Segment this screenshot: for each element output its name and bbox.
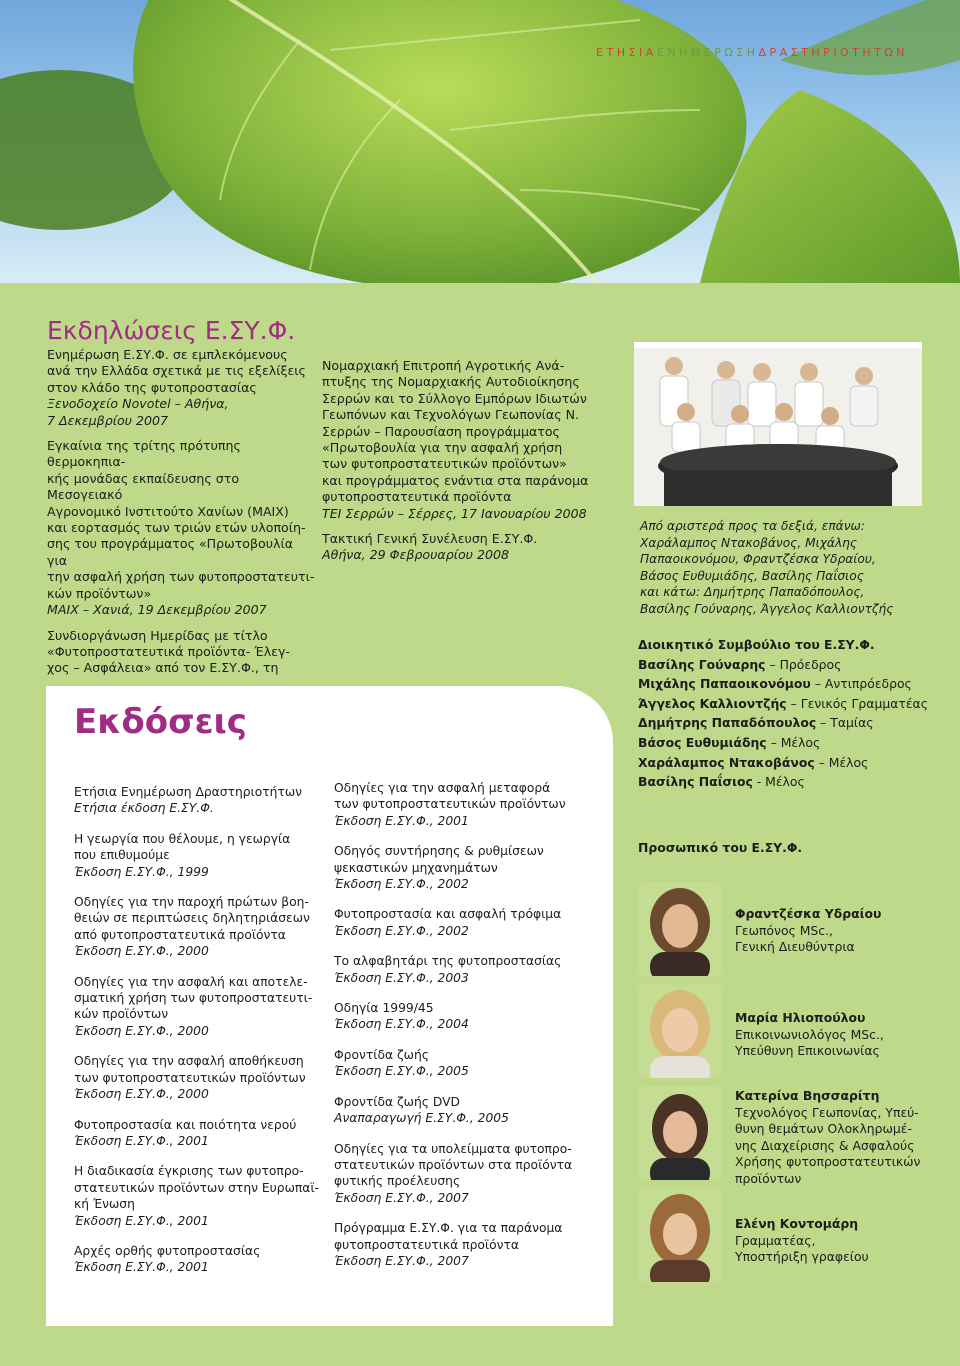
board-group-photo — [634, 342, 922, 506]
board-member-name: Βασίλης Γούναρης — [638, 656, 766, 672]
staff-role: Γεωπόνος MSc., — [735, 922, 833, 938]
event-line: «Πρωτοβουλία για την ασφαλή χρήση — [322, 440, 563, 456]
staff-portrait-photo — [638, 882, 722, 976]
staff-role: Τεχνολόγος Γεωπονίας, Υπεύ- — [735, 1104, 919, 1120]
publication-title: Οδηγία 1999/45 — [334, 1001, 434, 1016]
event-line: Ενημέρωση Ε.ΣΥ.Φ. σε εμπλεκόμενους — [47, 347, 288, 362]
publication-edition: Έκδοση Ε.ΣΥ.Φ., 2004 — [334, 1017, 469, 1032]
board-member-name: Βασίλης Παΐσιος — [638, 774, 753, 790]
event-line: και προγράμματος ενάντια στα παράνομα — [322, 472, 589, 488]
publication-title: Πρόγραμμα Ε.ΣΥ.Φ. για τα παράνομα — [334, 1221, 563, 1236]
event-line: Νομαρχιακή Επιτροπή Αγροτικής Ανά- — [322, 358, 565, 373]
caption-line: και κάτω: Δημήτρης Παπαδόπουλος, — [640, 585, 865, 600]
publication-item — [74, 1117, 324, 1150]
publication-title: στατευτικών προϊόντων στα προϊόντα — [334, 1157, 573, 1172]
event-line: Γεωπόνων και Τεχνολόγων Γεωπονίας Ν. — [322, 407, 580, 423]
board-member — [638, 694, 928, 714]
event-line: φυτοπροστατευτικά προϊόντα — [322, 489, 512, 505]
event-line: σης του προγράμματος «Πρωτοβουλία για — [47, 536, 294, 568]
publication-title: σματική χρήση των φυτοπροστατευτι- — [74, 991, 313, 1006]
board-list — [638, 635, 928, 792]
event-line: Σερρών και το Σύλλογο Εμπόρων Ιδιωτών — [322, 390, 587, 406]
publication-edition: Αναπαραγωγή Ε.ΣΥ.Φ., 2005 — [334, 1111, 509, 1126]
publication-title: των φυτοπροστατευτικών προϊόντων — [74, 1070, 306, 1085]
publication-item — [334, 1094, 604, 1127]
publication-title: των φυτοπροστατευτικών προϊόντων — [334, 797, 566, 812]
publication-title: κή Ένωση — [74, 1197, 135, 1212]
publication-title: από φυτοπροστατευτικά προϊόντα — [74, 927, 286, 942]
publication-edition: Έκδοση Ε.ΣΥ.Φ., 2001 — [74, 1133, 209, 1148]
publication-title: Αρχές ορθής φυτοπροστασίας — [74, 1243, 261, 1258]
staff-role: Υπεύθυνη Επικοινωνίας — [735, 1043, 880, 1059]
staff-role: θυνη θεμάτων Ολοκληρωμέ- — [735, 1121, 912, 1137]
publication-item — [74, 784, 324, 817]
publication-item — [74, 831, 324, 880]
events-column-2 — [322, 358, 622, 564]
event-line: Σερρών – Παρουσίαση προγράμματος — [322, 423, 560, 439]
publication-item — [334, 906, 604, 939]
event-place: ΤΕΙ Σερρών – Σέρρες, 17 Ιανουαρίου 2008 — [322, 505, 587, 521]
event-place: Ξενοδοχείο Novotel – Αθήνα, — [47, 396, 229, 412]
publication-edition: Έκδοση Ε.ΣΥ.Φ., 2007 — [334, 1190, 469, 1205]
publications-title: Εκδόσεις — [74, 702, 247, 742]
publication-title: Οδηγίες για τα υπολείμματα φυτοπρο- — [334, 1141, 572, 1156]
publication-edition: Έκδοση Ε.ΣΥ.Φ., 2000 — [74, 944, 209, 959]
publication-edition: Έκδοση Ε.ΣΥ.Φ., 2003 — [334, 970, 469, 985]
caption-line: Χαράλαμπος Ντακοβάνος, Μιχάλης — [640, 535, 858, 550]
event-line: «Φυτοπροστατευτικά προϊόντα- Έλεγ- — [47, 643, 290, 659]
staff-role: Γενική Διευθύντρια — [735, 939, 855, 955]
event-line: Συνδιοργάνωση Ημερίδας με τίτλο — [47, 627, 268, 643]
board-member-role: - Μέλος — [752, 774, 805, 790]
caption-line: Βάσος Ευθυμιάδης, Βασίλης Παΐσιος — [640, 568, 864, 583]
board-member-name: Άγγελος Καλλιοντζής — [638, 695, 787, 711]
staff-member — [735, 906, 935, 956]
event-line: στον κλάδο της φυτοπροστασίας — [47, 379, 257, 395]
event-line: κής μονάδας εκπαίδευσης στο Μεσογειακό — [47, 470, 240, 503]
publication-item — [74, 974, 324, 1040]
publication-item — [334, 1220, 604, 1269]
publication-edition: Ετήσια έκδοση Ε.ΣΥ.Φ. — [74, 801, 214, 816]
staff-member — [735, 1216, 935, 1266]
event-line: Αγρονομικό Ινστιτούτο Χανίων (ΜΑΙΧ) — [47, 503, 289, 519]
publication-title: θειών σε περιπτώσεις δηλητηριάσεων — [74, 911, 310, 926]
publication-title: Φυτοπροστασία και ποιότητα νερού — [74, 1117, 297, 1132]
board-member-name: Βάσος Ευθυμιάδης — [638, 734, 767, 750]
caption-line: Από αριστερά προς τα δεξιά, επάνω: — [640, 519, 865, 533]
publication-edition: Έκδοση Ε.ΣΥ.Φ., 2001 — [74, 1213, 209, 1228]
staff-portrait-photo — [638, 1188, 722, 1282]
publications-panel — [46, 686, 613, 1326]
event-line: Εγκαίνια της τρίτης πρότυπης θερμοκηπια- — [47, 438, 241, 470]
publication-item — [74, 894, 324, 960]
board-member — [638, 655, 928, 675]
staff-name: Κατερίνα Βησσαρίτη — [735, 1088, 880, 1103]
running-head-part1: ΕΤΗΣΙΑ — [596, 46, 657, 59]
board-member-name: Δημήτρης Παπαδόπουλος — [638, 715, 817, 731]
publication-title: Ετήσια Ενημέρωση Δραστηριοτήτων — [74, 785, 303, 799]
staff-role: Χρήσης φυτοπροστατευτικών — [735, 1154, 921, 1170]
staff-member — [735, 1088, 935, 1188]
events-column-1 — [47, 347, 317, 677]
event-line: πτυξης της Νομαρχιακής Αυτοδιοίκησης — [322, 374, 580, 390]
board-member — [638, 713, 928, 733]
event-date: 7 Δεκεμβρίου 2007 — [47, 412, 169, 428]
publication-item — [334, 843, 604, 892]
event-line: χος – Ασφάλεια» από τον Ε.ΣΥ.Φ., τη — [47, 660, 279, 676]
staff-title: Προσωπικό του Ε.ΣΥ.Φ. — [638, 840, 803, 855]
hero-leaf-image — [0, 0, 960, 283]
publication-title: Η γεωργία που θέλουμε, η γεωργία — [74, 831, 291, 846]
publication-item — [334, 1141, 604, 1207]
event-line: και εορτασμός των τριών ετών υλοποίη- — [47, 520, 306, 536]
publication-edition: Έκδοση Ε.ΣΥ.Φ., 2001 — [74, 1260, 209, 1275]
publication-item — [334, 1000, 604, 1033]
publication-item — [74, 1163, 324, 1229]
board-member — [638, 674, 928, 694]
event-line: κών προϊόντων» — [47, 585, 152, 601]
running-head-part3: ΔΡΑΣΤΗΡΙΟΤΗΤΩΝ — [758, 46, 908, 59]
staff-role: Επικοινωνιολόγος MSc., — [735, 1026, 884, 1042]
caption-line: Βασίλης Γούναρης, Άγγελος Καλλιοντζής — [640, 601, 894, 616]
publication-item — [334, 1047, 604, 1080]
running-head-part2: ΕΝΗΜΕΡΩΣΗ — [656, 46, 759, 59]
board-member-role: – Μέλος — [814, 754, 869, 770]
publication-edition: Έκδοση Ε.ΣΥ.Φ., 2001 — [334, 813, 469, 828]
leaf-illustration — [0, 0, 960, 283]
staff-role: Υποστήριξη γραφείου — [735, 1249, 869, 1265]
publication-title: Οδηγίες για την ασφαλή μεταφορά — [334, 781, 551, 795]
staff-name: Ελένη Κοντομάρη — [735, 1216, 859, 1231]
caption-line: Παπαοικονόμου, Φραντζέσκα Υδραίου, — [640, 552, 876, 567]
group-photo-illustration — [634, 342, 922, 506]
publication-title: Οδηγίες για την παροχή πρώτων βοη- — [74, 895, 309, 910]
publication-title: Η διαδικασία έγκρισης των φυτοπρο- — [74, 1164, 304, 1179]
staff-portrait-photo — [638, 984, 722, 1078]
publication-title: Φροντίδα ζωής DVD — [334, 1094, 461, 1109]
staff-name: Φραντζέσκα Υδραίου — [735, 906, 882, 921]
staff-portrait-photo — [638, 1086, 722, 1180]
staff-role: νης Διαχείρισης & Ασφαλούς — [735, 1137, 915, 1153]
event-place: ΜΑΙΧ – Χανιά, 19 Δεκεμβρίου 2007 — [47, 602, 267, 618]
staff-member — [735, 1010, 935, 1060]
event-line: Τακτική Γενική Συνέλευση Ε.ΣΥ.Φ. — [322, 531, 538, 547]
board-member-name: Μιχάλης Παπαοικονόμου — [638, 676, 811, 692]
event-line: των φυτοπροστατευτικών προϊόντων» — [322, 456, 567, 472]
publication-title: Οδηγίες για την ασφαλή και αποτελε- — [74, 974, 308, 989]
board-member — [638, 753, 928, 773]
publications-left-column — [74, 784, 324, 1290]
staff-name: Μαρία Ηλιοπούλου — [735, 1010, 866, 1025]
publication-item — [74, 1243, 324, 1276]
board-member-name: Χαράλαμπος Ντακοβάνος — [638, 754, 815, 770]
publication-title: Οδηγός συντήρησης & ρυθμίσεων — [334, 844, 544, 859]
publication-title: που επιθυμούμε — [74, 848, 170, 863]
publication-title: φυτοπροστατευτικά προϊόντα — [334, 1237, 519, 1252]
publication-title: Φροντίδα ζωής — [334, 1047, 429, 1062]
board-title: Διοικητικό Συμβούλιο του Ε.ΣΥ.Φ. — [638, 637, 875, 652]
publication-item — [74, 1053, 324, 1102]
publications-right-column — [334, 780, 604, 1283]
publication-item — [334, 953, 604, 986]
publication-edition: Έκδοση Ε.ΣΥ.Φ., 2000 — [74, 1087, 209, 1102]
publication-edition: Έκδοση Ε.ΣΥ.Φ., 2002 — [334, 923, 469, 938]
publication-edition: Έκδοση Ε.ΣΥ.Φ., 2007 — [334, 1253, 469, 1268]
board-member-role: – Ταμίας — [816, 715, 874, 731]
board-member — [638, 733, 928, 753]
publication-edition: Έκδοση Ε.ΣΥ.Φ., 2000 — [74, 1023, 209, 1038]
event-line: ανά την Ελλάδα σχετικά με τις εξελίξεις — [47, 363, 306, 379]
staff-role: προϊόντων — [735, 1170, 802, 1186]
publication-item — [334, 780, 604, 829]
publication-title: ψεκαστικών μηχανημάτων — [334, 860, 498, 875]
running-head — [596, 46, 908, 59]
publication-title: Το αλφαβητάρι της φυτοπροστασίας — [334, 954, 562, 969]
photo-caption — [640, 518, 920, 618]
publication-title: Φυτοπροστασία και ασφαλή τρόφιμα — [334, 907, 562, 922]
event-line: την ασφαλή χρήση των φυτοπροστατευτι- — [47, 569, 315, 585]
staff-role: Γραμματέας, — [735, 1232, 816, 1248]
board-member-role: – Γενικός Γραμματέας — [786, 695, 928, 711]
board-member-role: – Μέλος — [766, 734, 821, 750]
publication-edition: Έκδοση Ε.ΣΥ.Φ., 1999 — [74, 864, 209, 879]
event-place: Αθήνα, 29 Φεβρουαρίου 2008 — [322, 547, 510, 563]
publication-title: στατευτικών προϊόντων στην Ευρωπαϊ- — [74, 1180, 319, 1195]
publication-title: Οδηγίες για την ασφαλή αποθήκευση — [74, 1054, 304, 1069]
publication-edition: Έκδοση Ε.ΣΥ.Φ., 2002 — [334, 877, 469, 892]
publication-title: φυτικής προέλευσης — [334, 1174, 461, 1189]
events-title: Εκδηλώσεις Ε.ΣΥ.Φ. — [47, 316, 296, 345]
publication-title: κών προϊόντων — [74, 1007, 169, 1022]
board-member — [638, 772, 928, 792]
board-member-role: – Πρόεδρος — [765, 656, 842, 672]
publication-edition: Έκδοση Ε.ΣΥ.Φ., 2005 — [334, 1064, 469, 1079]
board-member-role: – Αντιπρόεδρος — [810, 676, 912, 692]
